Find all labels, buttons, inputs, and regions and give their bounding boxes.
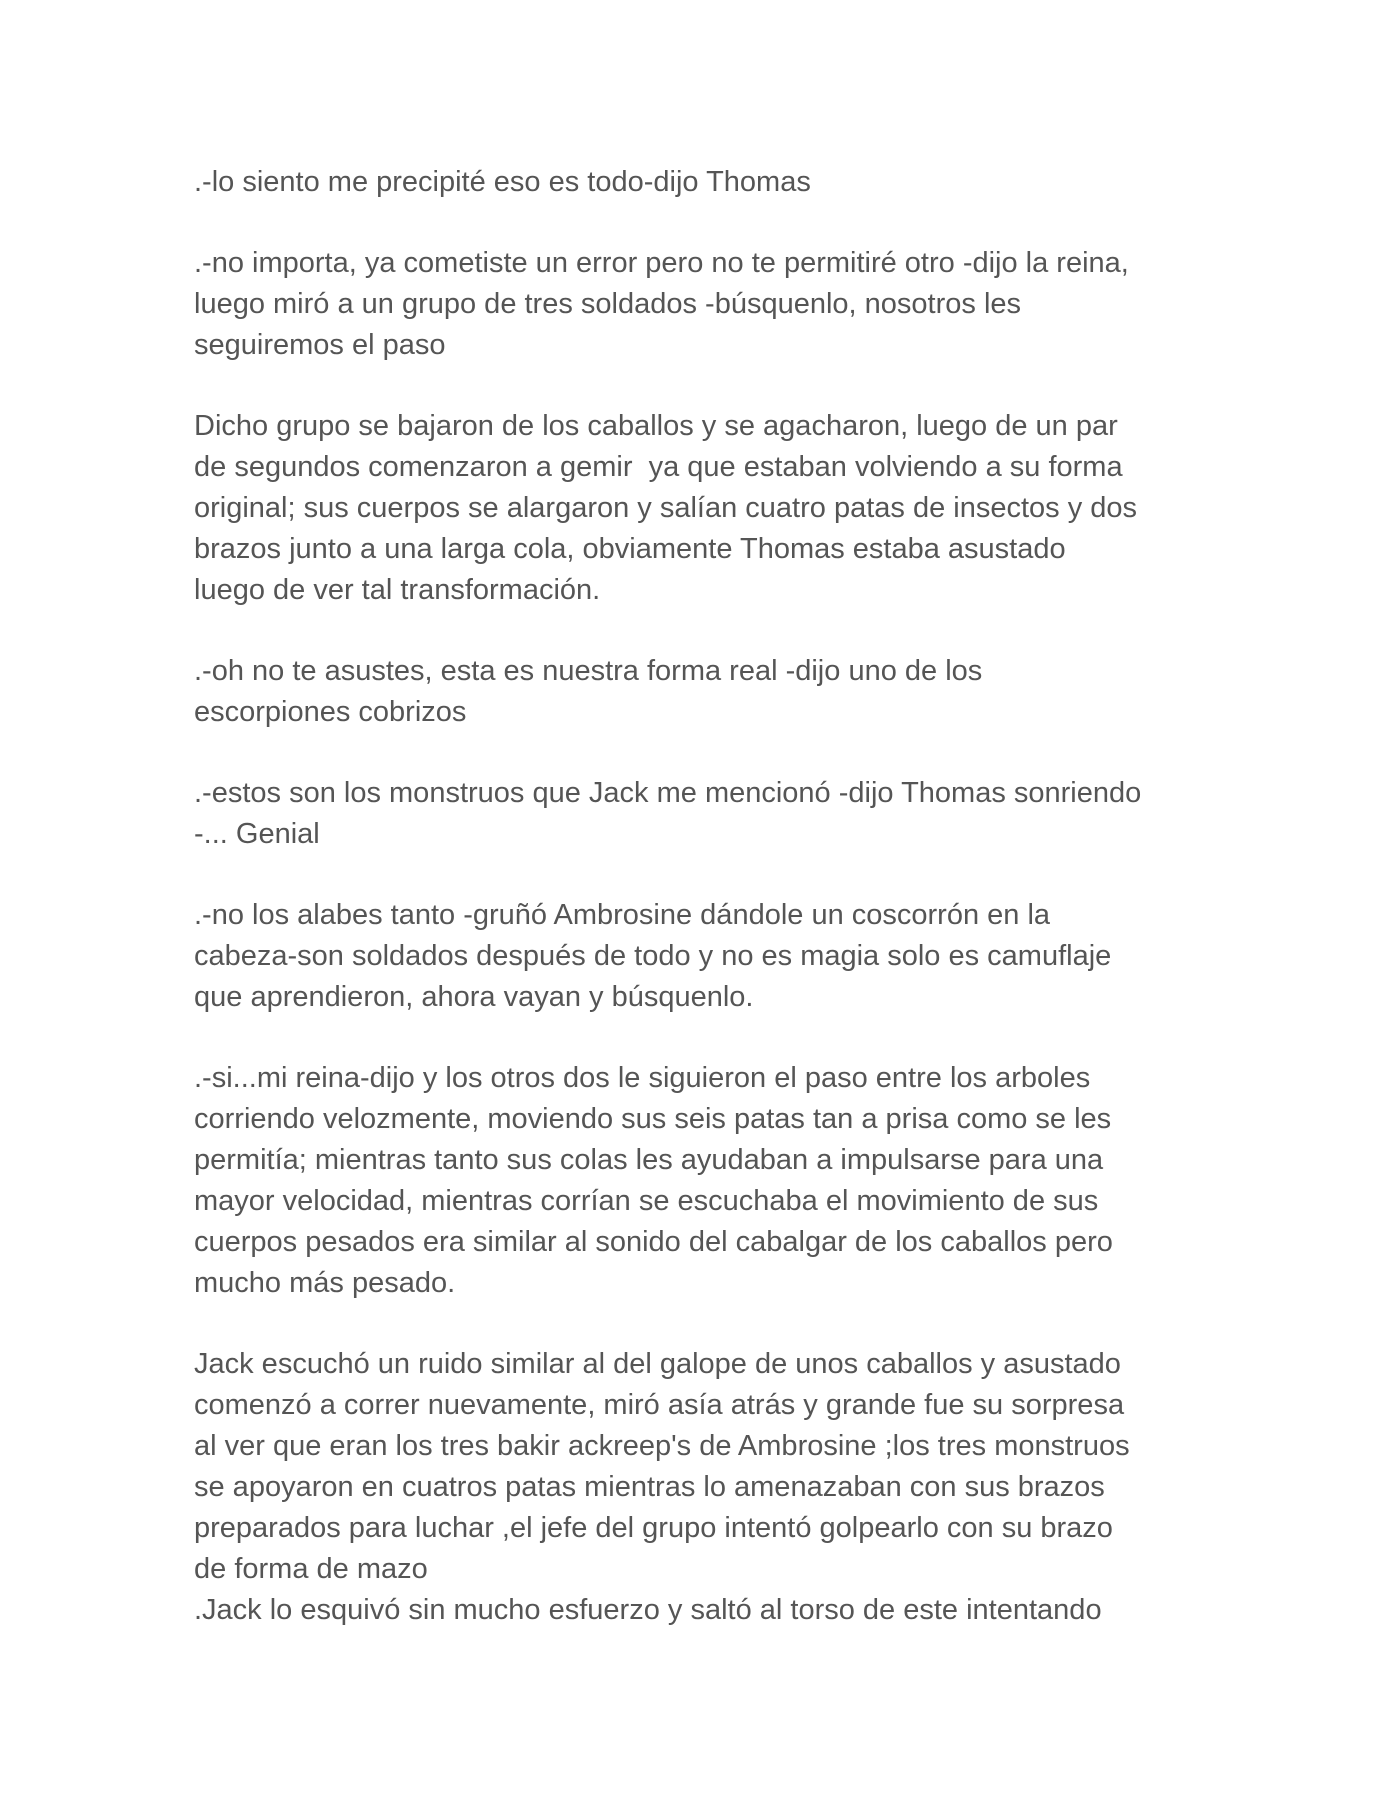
text-line: al ver que eran los tres bakir ackreep's de Ambrosine ;los tres monstruos [194,1430,1130,1462]
paragraph-gap [194,203,1224,243]
paragraph [194,1058,1224,1304]
text-line: .-lo siento me precipité eso es todo-dijo Thomas [194,166,811,198]
paragraph [194,162,1224,203]
text-line: Dicho grupo se bajaron de los caballos y se agacharon, luego de un par [194,410,1118,442]
text-line: .-oh no te asustes, esta es nuestra forma real -dijo uno de los [194,655,983,687]
paragraph [194,406,1224,611]
text-line: se apoyaron en cuatros patas mientras lo amenazaban con sus brazos [194,1471,1105,1503]
text-line: brazos junto a una larga cola, obviamente Thomas estaba asustado [194,533,1066,565]
paragraph [194,243,1224,366]
paragraph [194,773,1224,855]
document-body [194,162,1224,1631]
text-line: de segundos comenzaron a gemir ya que estaban volviendo a su forma [194,451,1123,483]
text-line: original; sus cuerpos se alargaron y salían cuatro patas de insectos y dos [194,492,1138,524]
text-line: .-si...mi reina-dijo y los otros dos le siguieron el paso entre los arboles [194,1062,1091,1094]
text-line: cabeza-son soldados después de todo y no es magia solo es camuflaje [194,940,1112,972]
text-line: que aprendieron, ahora vayan y búsquenlo. [194,981,754,1013]
paragraph-gap [194,1304,1224,1344]
text-line: Jack escuchó un ruido similar al del galope de unos caballos y asustado [194,1348,1121,1380]
text-line: permitía; mientras tanto sus colas les ayudaban a impulsarse para una [194,1144,1104,1176]
text-line: mayor velocidad, mientras corrían se escuchaba el movimiento de sus [194,1185,1099,1217]
text-line: corriendo velozmente, moviendo sus seis patas tan a prisa como se les [194,1103,1112,1135]
paragraph-gap [194,733,1224,773]
paragraph-gap [194,855,1224,895]
text-line: luego de ver tal transformación. [194,574,601,606]
paragraph-gap [194,611,1224,651]
text-line: preparados para luchar ,el jefe del grupo intentó golpearlo con su brazo [194,1512,1113,1544]
paragraph-gap [194,1018,1224,1058]
paragraph [194,1344,1224,1631]
text-line: comenzó a correr nuevamente, miró asía atrás y grande fue su sorpresa [194,1389,1125,1421]
text-line: mucho más pesado. [194,1267,456,1299]
text-line: .-no los alabes tanto -gruñó Ambrosine dándole un coscorrón en la [194,899,1051,931]
text-line: .-no importa, ya cometiste un error pero no te permitiré otro -dijo la reina, [194,247,1129,279]
text-line: .Jack lo esquivó sin mucho esfuerzo y saltó al torso de este intentando [194,1594,1102,1626]
paragraph [194,651,1224,733]
text-line: luego miró a un grupo de tres soldados -búsquenlo, nosotros les [194,288,1022,320]
text-line: de forma de mazo [194,1553,428,1585]
paragraph-gap [194,366,1224,406]
text-line: -... Genial [194,818,320,850]
text-line: cuerpos pesados era similar al sonido del cabalgar de los caballos pero [194,1226,1113,1258]
text-line: escorpiones cobrizos [194,696,467,728]
text-line: .-estos son los monstruos que Jack me mencionó -dijo Thomas sonriendo [194,777,1142,809]
paragraph [194,895,1224,1018]
text-line: seguiremos el paso [194,329,446,361]
